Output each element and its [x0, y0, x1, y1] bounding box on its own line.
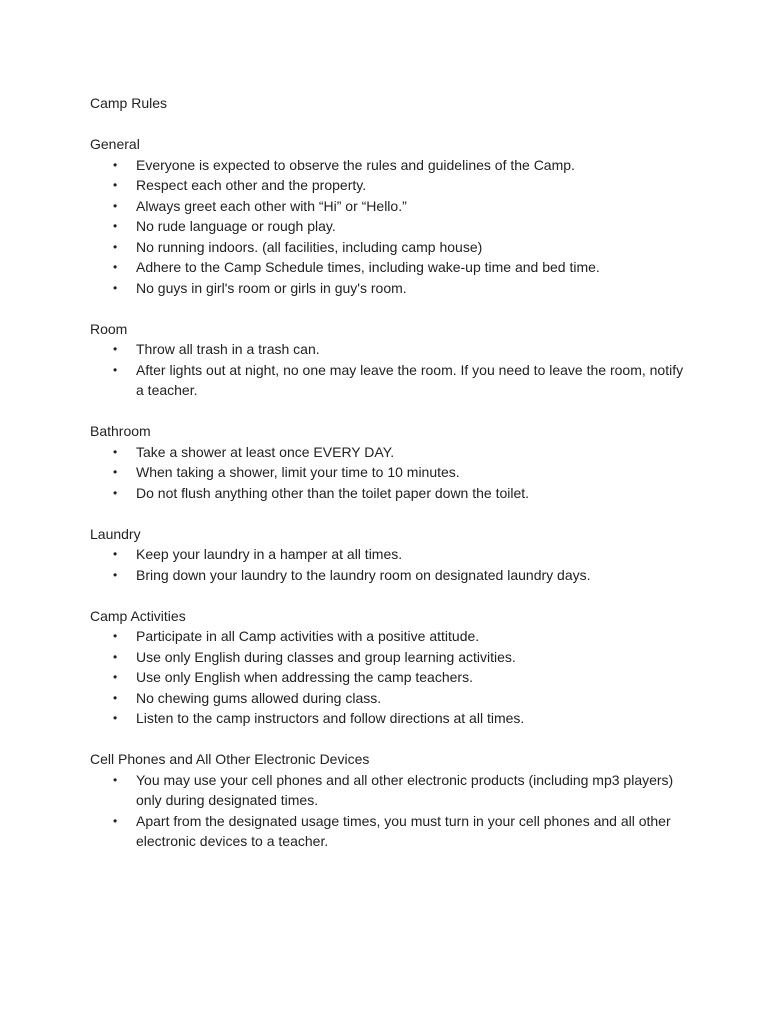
rule-text: When taking a shower, limit your time to 10 minutes.	[136, 464, 460, 480]
list-item	[90, 237, 690, 258]
list-item	[90, 483, 690, 504]
rule-text: Respect each other and the property.	[136, 177, 367, 193]
bullet-icon: •	[113, 198, 118, 213]
rule-list	[90, 626, 690, 729]
list-item	[90, 565, 690, 586]
rule-text: Participate in all Camp activities with a positive attitude.	[136, 628, 480, 644]
bullet-icon: •	[113, 485, 118, 500]
list-item	[90, 667, 690, 688]
bullet-icon: •	[113, 219, 118, 233]
bullet-icon: •	[113, 178, 118, 192]
rule-text: Use only English when addressing the camp teachers.	[136, 669, 473, 685]
rule-text: Bring down your laundry to the laundry room on designated laundry days.	[136, 566, 591, 583]
bullet-icon: •	[113, 649, 118, 664]
bullet-icon: •	[113, 444, 118, 459]
list-item	[90, 257, 690, 278]
rule-text: Use only English during classes and group learning activities.	[136, 648, 516, 665]
bullet-icon: •	[113, 157, 118, 172]
rule-text: Keep your laundry in a hamper at all times.	[136, 546, 403, 562]
sections-container	[90, 134, 690, 852]
bullet-icon: •	[113, 813, 118, 828]
list-item	[90, 647, 690, 668]
bullet-icon: •	[113, 711, 118, 725]
rule-text: Everyone is expected to observe the rules and guidelines of the Camp.	[136, 156, 575, 173]
list-item	[90, 462, 690, 483]
rule-section	[90, 606, 690, 729]
rule-text: No rude language or rough play.	[136, 218, 336, 234]
bullet-icon: •	[113, 465, 118, 479]
bullet-icon: •	[113, 260, 118, 274]
rule-list	[90, 442, 690, 504]
rule-text: Adhere to the Camp Schedule times, including wake-up time and bed time.	[136, 259, 600, 275]
bullet-icon: •	[113, 547, 118, 561]
rule-text: Do not flush anything other than the toilet paper down the toilet.	[136, 484, 530, 501]
bullet-icon: •	[113, 567, 118, 582]
bullet-icon: •	[113, 772, 118, 787]
section-heading: Cell Phones and All Other Electronic Devices	[90, 751, 370, 767]
section-heading: Camp Activities	[90, 607, 186, 624]
list-item	[90, 626, 690, 647]
list-item	[90, 688, 690, 709]
rule-list	[90, 339, 690, 401]
rule-list	[90, 155, 690, 299]
document-title: Camp Rules	[90, 95, 168, 111]
rule-text: No guys in girl's room or girls in guy's room.	[136, 279, 407, 296]
bullet-icon: •	[113, 362, 118, 377]
rule-list	[90, 544, 690, 585]
list-item	[90, 278, 690, 299]
bullet-icon: •	[113, 280, 118, 295]
rule-list	[90, 770, 690, 852]
list-item	[90, 360, 690, 401]
bullet-icon: •	[113, 239, 118, 254]
section-heading: Room	[90, 320, 128, 337]
rule-section	[90, 421, 690, 503]
list-item	[90, 155, 690, 176]
rule-section	[90, 134, 690, 298]
list-item	[90, 442, 690, 463]
rule-text: Listen to the camp instructors and follow directions at all times.	[136, 710, 525, 726]
list-item	[90, 196, 690, 217]
section-heading: General	[90, 136, 140, 152]
bullet-icon: •	[113, 342, 118, 356]
rule-text: No running indoors. (all facilities, including camp house)	[136, 238, 483, 255]
bullet-icon: •	[113, 670, 118, 684]
rule-section	[90, 524, 690, 586]
list-item	[90, 175, 690, 196]
document-page	[90, 93, 690, 872]
list-item	[90, 770, 690, 811]
section-heading: Laundry	[90, 525, 141, 542]
rule-text: You may use your cell phones and all other electronic products (including mp3 players) only during designated times.	[136, 771, 674, 808]
rule-section	[90, 319, 690, 401]
list-item	[90, 544, 690, 565]
rule-text: After lights out at night, no one may leave the room. If you need to leave the room, notify a teacher.	[136, 361, 684, 398]
rule-text: Throw all trash in a trash can.	[136, 341, 320, 357]
rule-text: Always greet each other with “Hi” or “Hello.”	[136, 197, 407, 214]
rule-text: No chewing gums allowed during class.	[136, 689, 382, 706]
rule-text: Apart from the designated usage times, you must turn in your cell phones and all other electronic devices to a teacher.	[136, 812, 671, 849]
rule-text: Take a shower at least once EVERY DAY.	[136, 443, 395, 460]
rule-section	[90, 749, 690, 852]
list-item	[90, 339, 690, 360]
bullet-icon: •	[113, 690, 118, 705]
list-item	[90, 708, 690, 729]
bullet-icon: •	[113, 629, 118, 643]
section-heading: Bathroom	[90, 423, 151, 439]
list-item	[90, 811, 690, 852]
list-item	[90, 216, 690, 237]
